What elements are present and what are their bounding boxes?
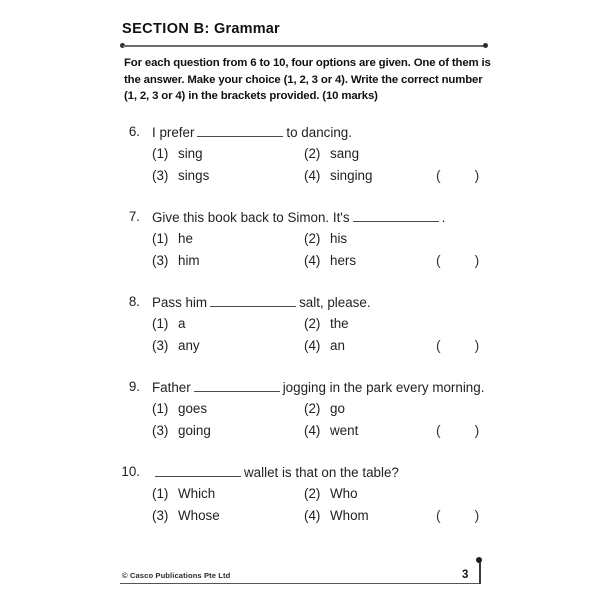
stem-after-blank: . xyxy=(441,210,446,225)
option-choice[interactable] xyxy=(152,423,211,438)
option-key: (1) xyxy=(152,486,169,501)
page-title xyxy=(122,21,280,37)
footer-copyright: © Casco Publications Pte Ltd xyxy=(122,571,231,580)
option-row xyxy=(0,338,600,360)
footer-tick-dot-icon xyxy=(476,557,482,563)
question-list xyxy=(0,124,600,549)
header-divider xyxy=(120,43,488,49)
option-choice[interactable] xyxy=(304,316,349,331)
stem-before-blank: Father xyxy=(152,380,191,395)
option-label: Whose xyxy=(178,508,220,523)
option-label: an xyxy=(330,338,345,353)
option-row xyxy=(0,168,600,190)
option-choice[interactable] xyxy=(304,401,345,416)
option-key: (1) xyxy=(152,401,169,416)
answer-bracket-close: ) xyxy=(474,168,480,183)
option-choice[interactable] xyxy=(152,486,215,501)
stem-before-blank: I prefer xyxy=(152,125,195,140)
option-choice[interactable] xyxy=(152,338,200,353)
option-key: (2) xyxy=(304,401,321,416)
option-key: (1) xyxy=(152,146,169,161)
option-key: (3) xyxy=(152,508,169,523)
option-label: the xyxy=(330,316,349,331)
question-item xyxy=(0,124,600,190)
answer-bracket-open: ( xyxy=(436,253,441,268)
question-stem xyxy=(0,464,600,486)
answer-blank[interactable] xyxy=(197,124,283,137)
answer-bracket-close: ) xyxy=(474,423,480,438)
section-label: SECTION B: xyxy=(122,21,210,37)
answer-blank[interactable] xyxy=(353,209,439,222)
option-label: hers xyxy=(330,253,357,268)
page-number: 3 xyxy=(462,569,469,581)
option-key: (1) xyxy=(152,316,169,331)
option-label: sang xyxy=(330,146,360,161)
option-key: (2) xyxy=(304,316,321,331)
option-label: go xyxy=(330,401,345,416)
option-label: going xyxy=(178,423,211,438)
question-item xyxy=(0,464,600,530)
option-choice[interactable] xyxy=(304,231,347,246)
question-stem xyxy=(0,294,600,316)
question-number: 8. xyxy=(128,294,140,309)
question-number: 6. xyxy=(128,124,140,139)
option-key: (4) xyxy=(304,508,321,523)
answer-bracket-close: ) xyxy=(474,253,480,268)
question-stem xyxy=(0,124,600,146)
option-label: singing xyxy=(330,168,373,183)
answer-bracket-open: ( xyxy=(436,168,441,183)
option-choice[interactable] xyxy=(152,253,200,268)
option-key: (4) xyxy=(304,253,321,268)
question-number: 10. xyxy=(121,464,140,479)
answer-bracket[interactable] xyxy=(436,338,479,353)
footer-tick-mark xyxy=(479,560,481,584)
answer-bracket[interactable] xyxy=(436,253,479,268)
option-key: (4) xyxy=(304,338,321,353)
option-key: (2) xyxy=(304,231,321,246)
answer-blank[interactable] xyxy=(210,294,296,307)
option-choice[interactable] xyxy=(304,486,358,501)
stem-after-blank: wallet is that on the table? xyxy=(244,465,399,480)
answer-bracket-close: ) xyxy=(474,508,480,523)
option-label: sing xyxy=(178,146,203,161)
stem-after-blank: to dancing. xyxy=(286,125,352,140)
option-key: (3) xyxy=(152,423,169,438)
question-item xyxy=(0,379,600,445)
question-number: 7. xyxy=(128,209,140,224)
question-item xyxy=(0,294,600,360)
stem-after-blank: salt, please. xyxy=(299,295,371,310)
option-label: he xyxy=(178,231,193,246)
question-number: 9. xyxy=(128,379,140,394)
question-text xyxy=(152,464,399,480)
option-key: (1) xyxy=(152,231,169,246)
divider-dot-right-icon xyxy=(483,43,488,48)
option-row xyxy=(0,146,600,168)
option-key: (2) xyxy=(304,146,321,161)
divider-line xyxy=(123,45,485,47)
option-label: sings xyxy=(178,168,210,183)
question-text xyxy=(152,379,484,395)
option-label: went xyxy=(330,423,359,438)
option-key: (4) xyxy=(304,168,321,183)
option-label: Who xyxy=(330,486,358,501)
question-stem xyxy=(0,209,600,231)
option-label: Which xyxy=(178,486,216,501)
answer-bracket-open: ( xyxy=(436,423,441,438)
option-choice[interactable] xyxy=(304,146,359,161)
option-choice[interactable] xyxy=(304,423,358,438)
option-choice[interactable] xyxy=(304,168,372,183)
option-row xyxy=(0,401,600,423)
option-row xyxy=(0,316,600,338)
option-row xyxy=(0,508,600,530)
stem-before-blank: Pass him xyxy=(152,295,208,310)
instructions-text: For each question from 6 to 10, four options are given. One of them is the answer. Make your choice (1, 2, 3 or 4). Write the correct number (1, 2, 3 or 4) in the brackets provided. (10 marks) xyxy=(124,57,491,103)
option-label: a xyxy=(178,316,186,331)
question-text xyxy=(152,294,371,310)
option-key: (3) xyxy=(152,338,169,353)
option-row xyxy=(0,253,600,275)
option-key: (4) xyxy=(304,423,321,438)
option-choice[interactable] xyxy=(304,508,369,523)
option-row xyxy=(0,486,600,508)
answer-bracket[interactable] xyxy=(436,423,479,438)
option-choice[interactable] xyxy=(304,338,345,353)
option-choice[interactable] xyxy=(304,253,356,268)
question-text xyxy=(152,124,352,140)
answer-blank[interactable] xyxy=(155,464,241,477)
option-label: his xyxy=(330,231,348,246)
page-footer xyxy=(0,570,600,600)
answer-bracket[interactable] xyxy=(436,508,479,523)
option-choice[interactable] xyxy=(152,231,193,246)
option-key: (3) xyxy=(152,253,169,268)
option-row xyxy=(0,231,600,253)
option-choice[interactable] xyxy=(152,168,209,183)
option-key: (3) xyxy=(152,168,169,183)
option-label: goes xyxy=(178,401,208,416)
option-label: Whom xyxy=(330,508,369,523)
option-key: (2) xyxy=(304,486,321,501)
option-choice[interactable] xyxy=(152,316,185,331)
footer-divider xyxy=(120,583,480,584)
answer-bracket[interactable] xyxy=(436,168,479,183)
stem-before-blank: Give this book back to Simon. It's xyxy=(152,210,350,225)
option-choice[interactable] xyxy=(152,508,220,523)
section-topic: Grammar xyxy=(209,21,280,37)
answer-blank[interactable] xyxy=(194,379,280,392)
stem-after-blank: jogging in the park every morning. xyxy=(282,380,485,395)
question-item xyxy=(0,209,600,275)
option-label: him xyxy=(178,253,200,268)
answer-bracket-close: ) xyxy=(474,338,480,353)
option-label: any xyxy=(178,338,200,353)
option-choice[interactable] xyxy=(152,146,203,161)
option-choice[interactable] xyxy=(152,401,207,416)
option-row xyxy=(0,423,600,445)
question-text xyxy=(152,209,445,225)
answer-bracket-open: ( xyxy=(436,508,441,523)
answer-bracket-open: ( xyxy=(436,338,441,353)
question-stem xyxy=(0,379,600,401)
